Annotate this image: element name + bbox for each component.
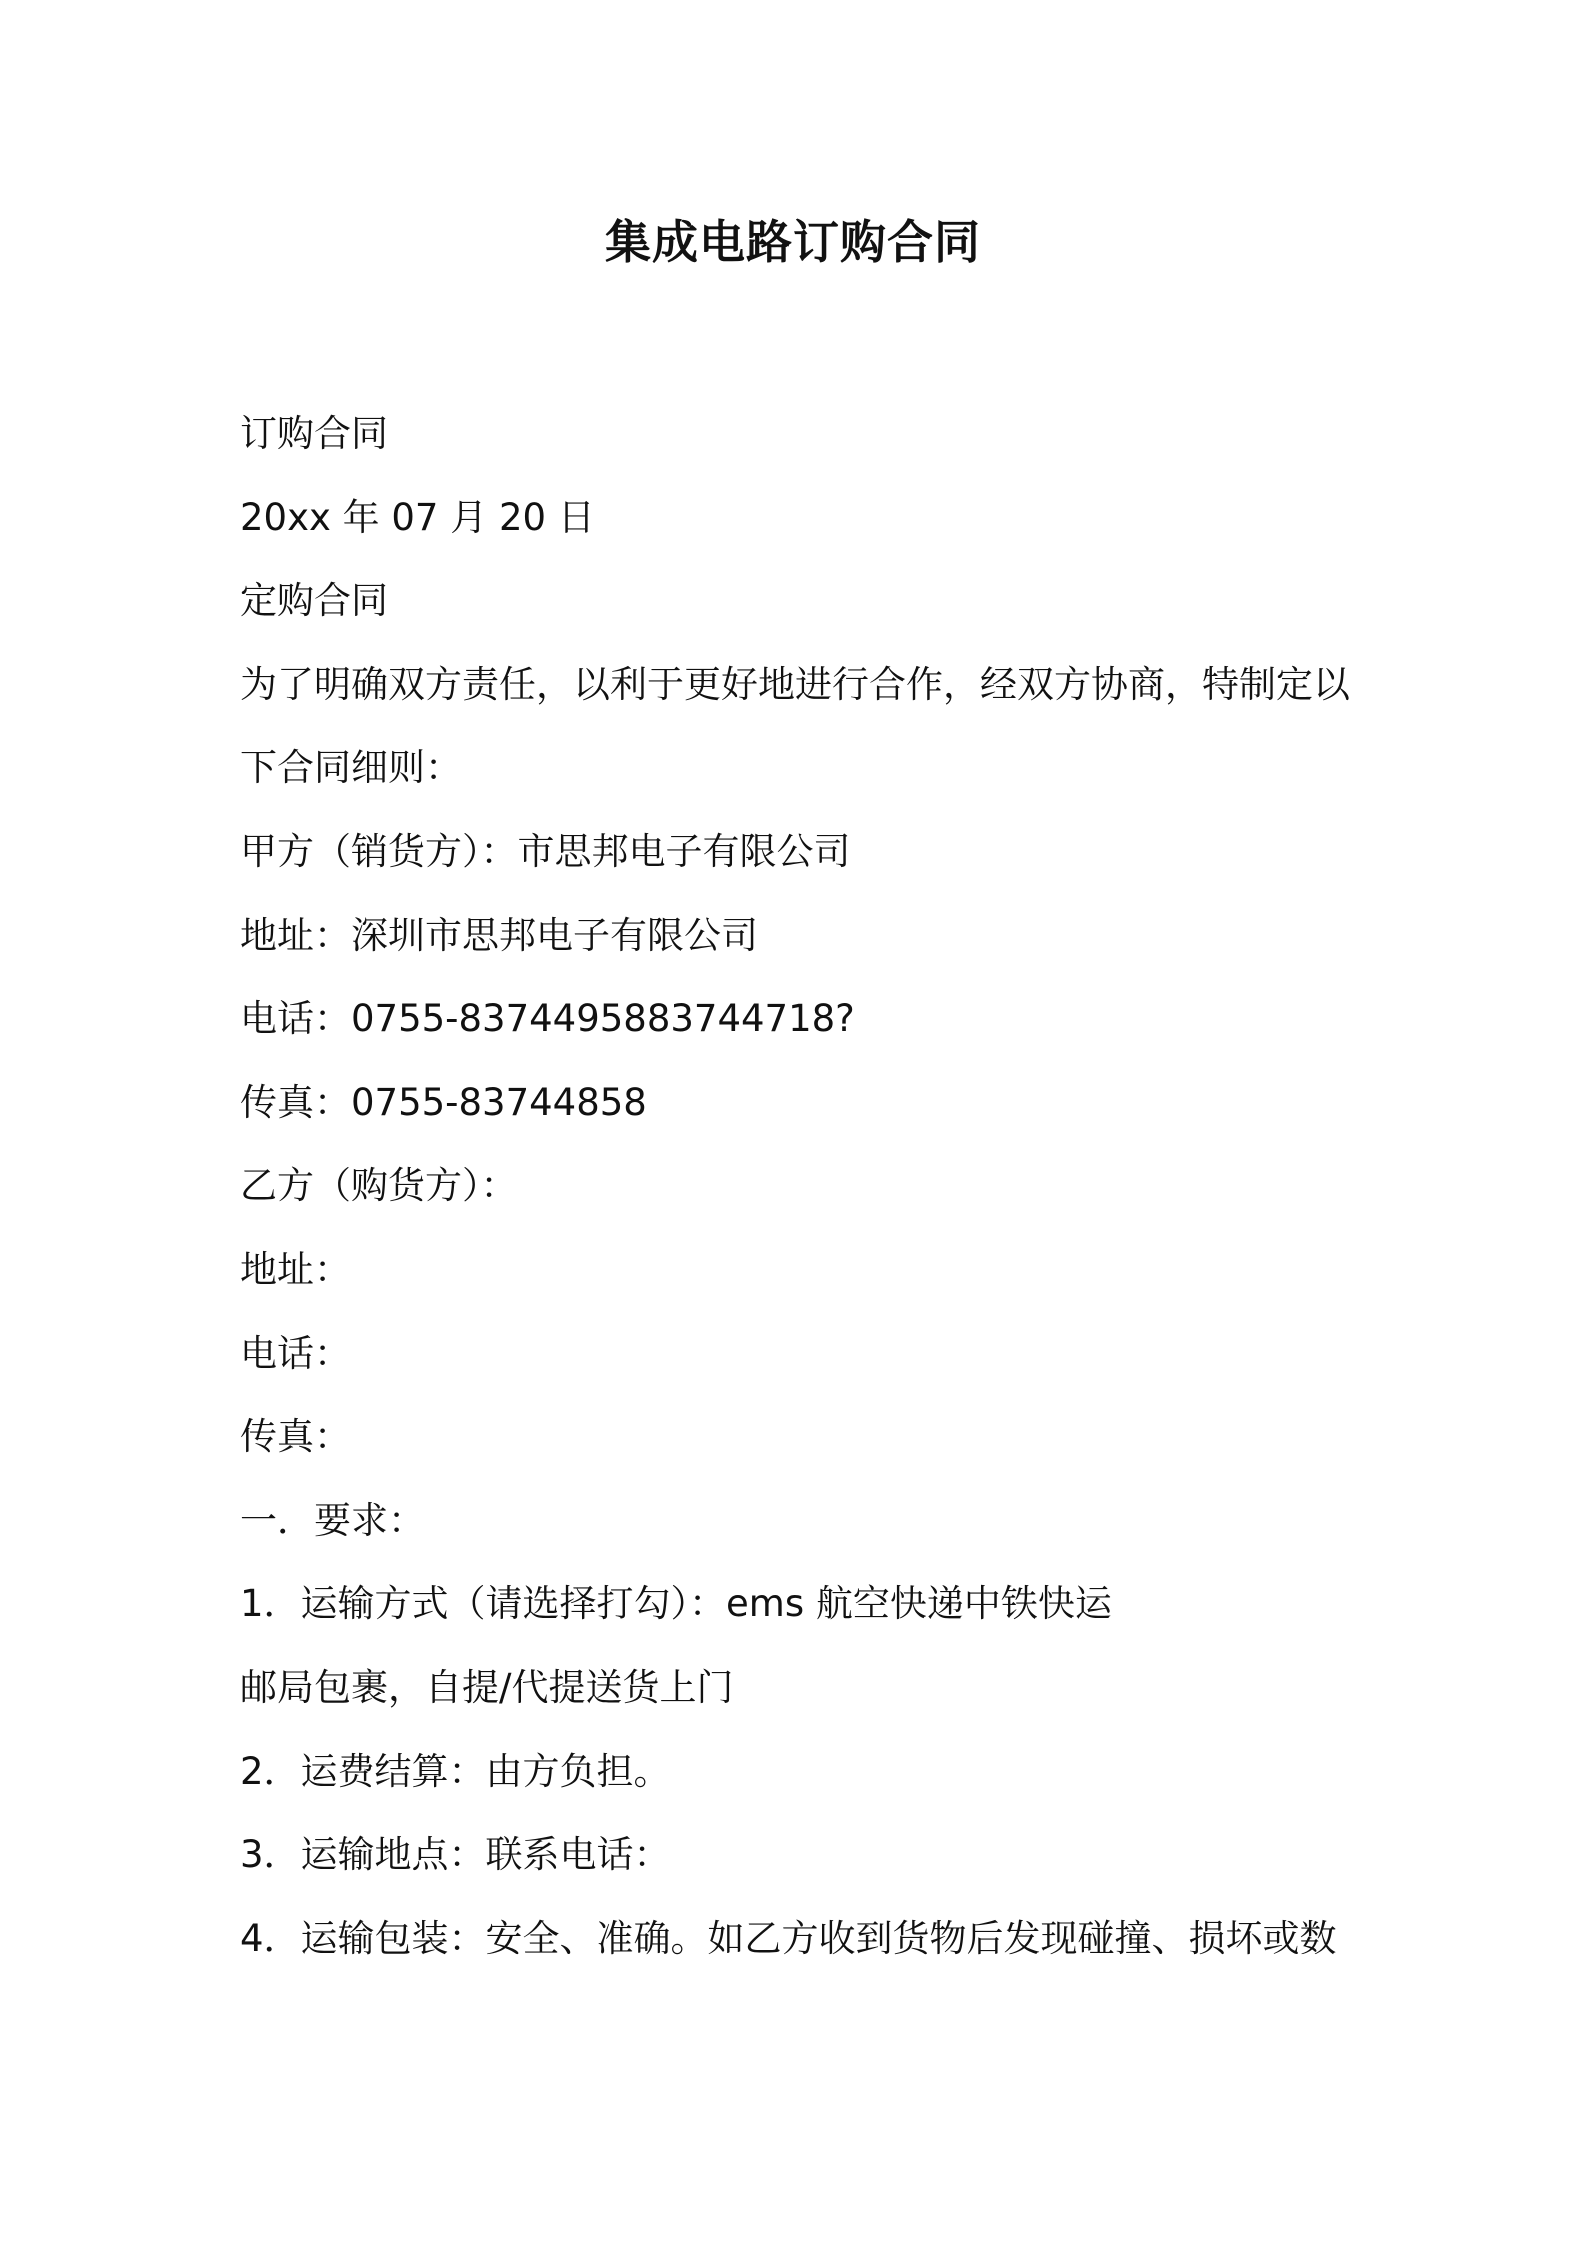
line-party-b-phone: 电话： xyxy=(240,1331,351,1375)
line-order-contract: 定购合同 xyxy=(240,579,388,623)
line-party-a-address: 地址：深圳市思邦电子有限公司 xyxy=(240,913,758,957)
line-date: 20xx 年 07 月 20 日 xyxy=(240,495,595,539)
line-party-b-fax: 传真： xyxy=(240,1415,351,1459)
line-party-a-phone: 电话：0755-8374495883744718? xyxy=(240,997,855,1041)
line-section-requirements: 一．要求： xyxy=(240,1498,425,1542)
line-preamble-1: 为了明确双方责任，以利于更好地进行合作，经双方协商，特制定以 xyxy=(240,662,1350,706)
line-item-4-packaging: 4．运输包装：安全、准确。如乙方收到货物后发现碰撞、损坏或数 xyxy=(240,1916,1337,1960)
document-title: 集成电路订购合同 xyxy=(605,215,981,269)
line-item-2-freight: 2．运费结算：由方负担。 xyxy=(240,1749,671,1793)
line-item-1-transport: 1．运输方式（请选择打勾）：ems 航空快递中铁快运 xyxy=(240,1582,1112,1626)
line-party-b-address: 地址： xyxy=(240,1247,351,1291)
line-preamble-2: 下合同细则： xyxy=(240,746,462,790)
line-item-3-location: 3．运输地点：联系电话： xyxy=(240,1833,671,1877)
document-body xyxy=(240,404,1370,1992)
line-party-a: 甲方（销货方）：市思邦电子有限公司 xyxy=(240,829,851,873)
line-party-a-fax: 传真：0755-83744858 xyxy=(240,1080,647,1124)
line-item-1-continued: 邮局包裹，自提/代提送货上门 xyxy=(240,1665,734,1709)
line-party-b: 乙方（购货方）： xyxy=(240,1164,518,1208)
line-contract-label: 订购合同 xyxy=(240,412,388,455)
